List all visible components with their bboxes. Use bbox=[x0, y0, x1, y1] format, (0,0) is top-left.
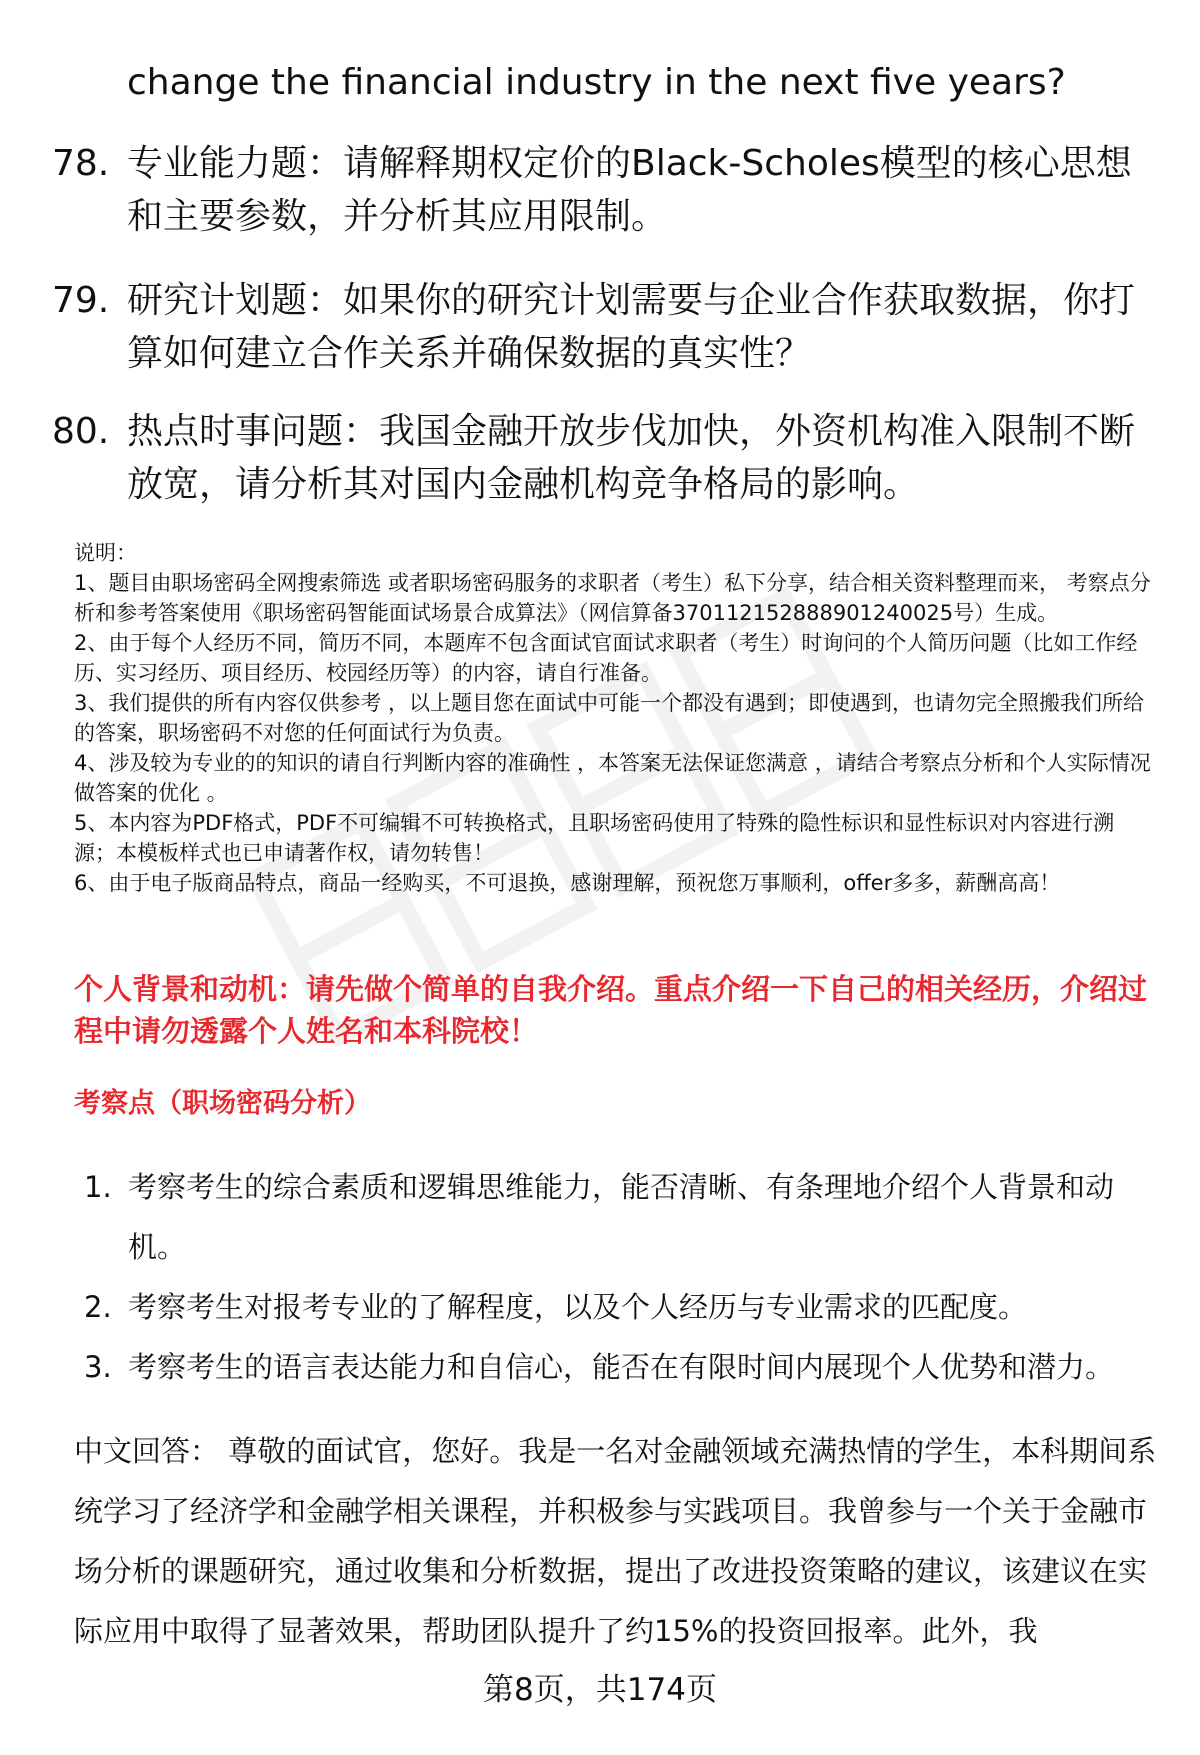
note-item: 3、我们提供的所有内容仅供参考 ，以上题目您在面试中可能一个都没有遇到；即使遇到，也请勿完全照搬我们所给的答案，职场密码不对您的任何面试行为负责。 bbox=[74, 691, 1145, 745]
chinese-answer bbox=[74, 1421, 1164, 1661]
assessment-points-title: 考察点（职场密码分析） bbox=[74, 1088, 371, 1119]
assessment-points-list bbox=[74, 1157, 1164, 1397]
point-number: 3. bbox=[84, 1350, 112, 1384]
note-item: 4、涉及较为专业的的知识的请自行判断内容的准确性 ，本答案无法保证您满意 ，请结合考察点分析和个人实际情况做答案的优化 。 bbox=[74, 751, 1151, 805]
answer-text: 尊敬的面试官，您好。我是一名对金融领域充满热情的学生，本科期间系统学习了经济学和金融学相关课程，并积极参与实践项目。我曾参与一个关于金融市场分析的课题研究，通过收集和分析数据，提出了改进投资策略的建议，该建议在实际应用中取得了显著效果，帮助团队提升了约15%的投资回报率。此外，我 bbox=[74, 1434, 1157, 1648]
page-footer: 第8页，共174页 bbox=[483, 1672, 717, 1708]
question-text: 热点时事问题：我国金融开放步伐加快，外资机构准入限制不断放宽，请分析其对国内金融机构竞争格局的影响。 bbox=[127, 411, 1136, 505]
question-77-continuation: change the financial industry in the next five years? bbox=[127, 62, 1066, 103]
point-text: 考察考生对报考专业的了解程度，以及个人经历与专业需求的匹配度。 bbox=[128, 1290, 1028, 1324]
answer-label: 中文回答： bbox=[74, 1434, 220, 1468]
notes-section bbox=[74, 538, 1154, 898]
question-text: 研究计划题：如果你的研究计划需要与企业合作获取数据，你打算如何建立合作关系并确保数据的真实性？ bbox=[127, 280, 1136, 374]
note-item: 6、由于电子版商品特点，商品一经购买，不可退换，感谢理解，预祝您万事顺利，offer多多，薪酬高高！ bbox=[74, 871, 1061, 895]
question-number: 80. bbox=[52, 411, 110, 452]
question-number: 79. bbox=[52, 280, 110, 321]
notes-title: 说明： bbox=[74, 541, 137, 565]
interview-question-title: 个人背景和动机：请先做个简单的自我介绍。重点介绍一下自己的相关经历，介绍过程中请勿透露个人姓名和本科院校！ bbox=[74, 972, 1148, 1048]
assessment-point bbox=[74, 1337, 1164, 1397]
assessment-point bbox=[74, 1277, 1164, 1337]
note-item: 2、由于每个人经历不同，简历不同，本题库不包含面试官面试求职者（考生）时询问的个人简历问题（比如工作经历、实习经历、项目经历、校园经历等）的内容，请自行准备。 bbox=[74, 631, 1138, 685]
point-text: 考察考生的综合素质和逻辑思维能力，能否清晰、有条理地介绍个人背景和动机。 bbox=[128, 1170, 1115, 1264]
question-number: 78. bbox=[52, 143, 110, 184]
assessment-point bbox=[74, 1157, 1164, 1277]
note-item: 1、题目由职场密码全网搜索筛选 或者职场密码服务的求职者（考生）私下分享，结合相关资料整理而来， 考察点分析和参考答案使用《职场密码智能面试场景合成算法》（网信算备370112152888901240025号）生成。 bbox=[74, 571, 1151, 625]
question-text: 专业能力题：请解释期权定价的Black-Scholes模型的核心思想和主要参数，并分析其应用限制。 bbox=[127, 143, 1132, 237]
note-item: 5、本内容为PDF格式，PDF不可编辑不可转换格式，且职场密码使用了特殊的隐性标识和显性标识对内容进行溯源；本模板样式也已申请著作权，请勿转售！ bbox=[74, 811, 1115, 865]
point-number: 1. bbox=[84, 1170, 112, 1204]
point-text: 考察考生的语言表达能力和自信心，能否在有限时间内展现个人优势和潜力。 bbox=[128, 1350, 1115, 1384]
point-number: 2. bbox=[84, 1290, 112, 1324]
